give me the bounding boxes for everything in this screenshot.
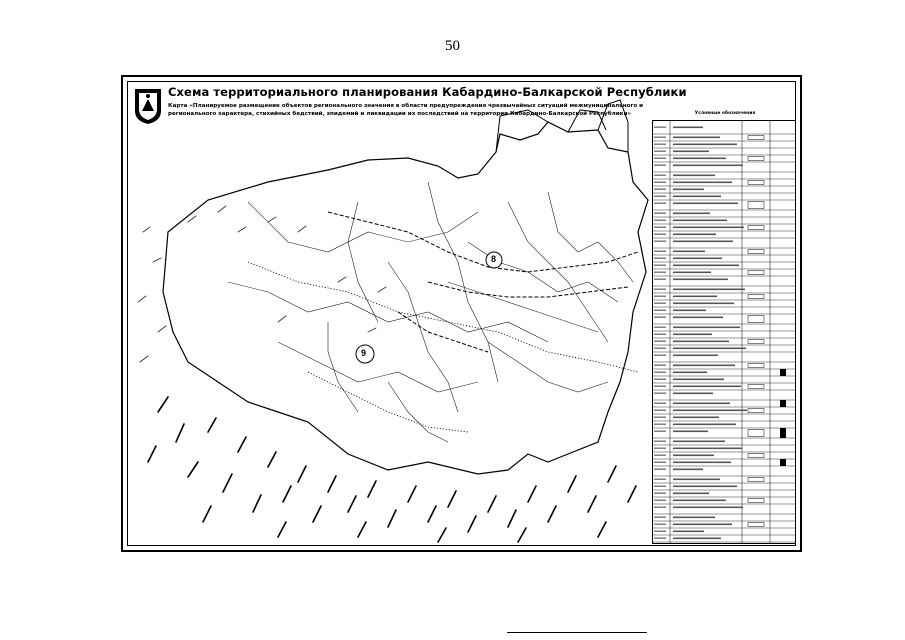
legend-fill-swatch xyxy=(780,400,786,407)
legend-row-text-placeholder xyxy=(673,448,742,450)
legend-row-text-placeholder xyxy=(673,348,746,350)
legend-fill-swatch xyxy=(780,369,786,376)
legend-row-text-placeholder xyxy=(673,317,723,319)
legend-row-code-placeholder xyxy=(654,234,666,235)
legend-fill-swatch xyxy=(780,428,786,438)
legend-symbol-box xyxy=(748,499,764,503)
map-subtitle: Карта «Планируемое размещение объектов регионального значения в области предупреждения чрезвычайных ситуаций межмуниципального и регионального характера, стихийных бедствий, эпидемий и ликвидации их последствий на территории Кабардино-Балкарской Республики» xyxy=(168,103,644,117)
coat-of-arms-emblem xyxy=(133,87,163,125)
legend-table xyxy=(652,120,796,544)
legend-row-text-placeholder xyxy=(673,469,703,471)
legend-row-code-placeholder xyxy=(654,348,666,349)
legend-row-text-placeholder xyxy=(673,365,735,367)
legend-row-code-placeholder xyxy=(654,500,666,501)
legend-row-text-placeholder xyxy=(673,258,722,260)
legend-row-text-placeholder xyxy=(673,310,706,312)
legend-row-text-placeholder xyxy=(673,462,731,464)
legend-symbol-box xyxy=(748,157,764,161)
legend-row-code-placeholder xyxy=(654,289,666,290)
legend-row-text-placeholder xyxy=(673,372,707,374)
map-sheet xyxy=(121,75,802,552)
legend-row-text-placeholder xyxy=(673,182,732,184)
legend-row-code-placeholder xyxy=(654,424,666,425)
legend-row-code-placeholder xyxy=(654,258,666,259)
legend-row-code-placeholder xyxy=(654,538,666,539)
legend-symbol-box xyxy=(748,340,764,344)
bottom-rule xyxy=(507,632,647,633)
legend-row-code-placeholder xyxy=(654,327,666,328)
transport-corridors xyxy=(328,212,638,352)
legend-row-text-placeholder xyxy=(673,327,740,329)
legend-row-code-placeholder xyxy=(654,393,666,394)
legend-row-text-placeholder xyxy=(673,379,724,381)
map-title: Схема территориального планирования Кабардино-Балкарской Республики xyxy=(168,85,687,99)
legend-row-text-placeholder xyxy=(673,441,725,443)
legend-symbol-box xyxy=(748,181,764,185)
legend-row-text-placeholder xyxy=(673,431,708,433)
legend-row-code-placeholder xyxy=(654,241,666,242)
legend-row-text-placeholder xyxy=(673,227,744,229)
legend-row-code-placeholder xyxy=(654,175,666,176)
legend-row-text-placeholder xyxy=(673,127,703,129)
legend-row-text-placeholder xyxy=(673,517,715,519)
republic-boundary xyxy=(163,122,648,474)
legend-row-text-placeholder xyxy=(673,241,733,243)
legend-row-code-placeholder xyxy=(654,517,666,518)
legend-footnote xyxy=(648,544,796,546)
legend-row-text-placeholder xyxy=(673,289,745,291)
legend-row-code-placeholder xyxy=(654,151,666,152)
legend-row-text-placeholder xyxy=(673,137,720,139)
legend-row-text-placeholder xyxy=(673,500,726,502)
legend-row-code-placeholder xyxy=(654,227,666,228)
legend-row-code-placeholder xyxy=(654,341,666,342)
legend-row-text-placeholder xyxy=(673,524,732,526)
legend-row-code-placeholder xyxy=(654,279,666,280)
legend-fill-swatch xyxy=(780,459,786,466)
legend-symbol-box xyxy=(748,250,764,254)
legend-row-text-placeholder xyxy=(673,265,739,267)
legend-row-text-placeholder xyxy=(673,424,736,426)
legend-row-text-placeholder xyxy=(673,165,743,167)
legend-row-text-placeholder xyxy=(673,203,738,205)
legend-row-text-placeholder xyxy=(673,417,719,419)
district-boundaries xyxy=(228,182,633,442)
legend-row-code-placeholder xyxy=(654,144,666,145)
legend-row-text-placeholder xyxy=(673,234,716,236)
legend-row-text-placeholder xyxy=(673,175,715,177)
legend-row-code-placeholder xyxy=(654,386,666,387)
zone-marker-8: 8 xyxy=(491,254,497,264)
legend-row-code-placeholder xyxy=(654,213,666,214)
legend-row-code-placeholder xyxy=(654,507,666,508)
legend-row-code-placeholder xyxy=(654,479,666,480)
legend-row-text-placeholder xyxy=(673,386,741,388)
legend-row-text-placeholder xyxy=(673,279,728,281)
legend-row-code-placeholder xyxy=(654,158,666,159)
legend-symbol-box xyxy=(748,430,764,437)
legend-row-code-placeholder xyxy=(654,317,666,318)
legend-symbol-box xyxy=(748,295,764,299)
legend-symbol-box xyxy=(748,202,764,209)
legend-row-text-placeholder xyxy=(673,220,727,222)
legend-symbol-box xyxy=(748,385,764,389)
legend-row-code-placeholder xyxy=(654,196,666,197)
map-inner-frame xyxy=(127,81,796,546)
legend-row-code-placeholder xyxy=(654,524,666,525)
map-legend xyxy=(652,111,796,544)
legend-row-text-placeholder xyxy=(673,410,747,412)
legend-row-code-placeholder xyxy=(654,182,666,183)
legend-symbol-box xyxy=(748,478,764,482)
legend-row-text-placeholder xyxy=(673,189,704,191)
legend-row-code-placeholder xyxy=(654,272,666,273)
legend-row-text-placeholder xyxy=(673,355,718,357)
legend-row-code-placeholder xyxy=(654,165,666,166)
legend-row-code-placeholder xyxy=(654,220,666,221)
zone-marker-9: 9 xyxy=(361,348,367,358)
legend-row-text-placeholder xyxy=(673,334,712,336)
legend-row-text-placeholder xyxy=(673,538,721,540)
legend-row-text-placeholder xyxy=(673,493,709,495)
legend-row-code-placeholder xyxy=(654,441,666,442)
legend-row-text-placeholder xyxy=(673,531,704,533)
legend-symbol-box xyxy=(748,136,764,140)
rivers xyxy=(248,262,638,432)
relief-texture xyxy=(138,206,386,362)
legend-row-code-placeholder xyxy=(654,265,666,266)
legend-row-text-placeholder xyxy=(673,196,721,198)
legend-row-code-placeholder xyxy=(654,493,666,494)
legend-row-code-placeholder xyxy=(654,531,666,532)
legend-row-text-placeholder xyxy=(673,272,711,274)
legend-row-code-placeholder xyxy=(654,372,666,373)
legend-symbol-box xyxy=(748,316,764,323)
legend-row-text-placeholder xyxy=(673,213,710,215)
legend-row-text-placeholder xyxy=(673,403,730,405)
legend-row-text-placeholder xyxy=(673,151,709,153)
legend-row-text-placeholder xyxy=(673,144,737,146)
legend-row-code-placeholder xyxy=(654,365,666,366)
legend-row-text-placeholder xyxy=(673,303,734,305)
legend-row-code-placeholder xyxy=(654,355,666,356)
legend-row-code-placeholder xyxy=(654,379,666,380)
legend-row-code-placeholder xyxy=(654,127,666,128)
legend-symbol-box xyxy=(748,271,764,275)
legend-row-text-placeholder xyxy=(673,455,714,457)
legend-row-text-placeholder xyxy=(673,251,705,253)
legend-row-code-placeholder xyxy=(654,462,666,463)
legend-symbol-box xyxy=(748,364,764,368)
legend-row-code-placeholder xyxy=(654,310,666,311)
page-number: 50 xyxy=(445,38,460,54)
legend-title: Условные обозначения xyxy=(694,111,756,116)
legend-row-code-placeholder xyxy=(654,303,666,304)
legend-row-text-placeholder xyxy=(673,158,726,160)
legend-row-text-placeholder xyxy=(673,296,717,298)
legend-row-code-placeholder xyxy=(654,455,666,456)
legend-row-text-placeholder xyxy=(673,393,713,395)
legend-row-text-placeholder xyxy=(673,486,737,488)
legend-row-code-placeholder xyxy=(654,431,666,432)
legend-symbol-box xyxy=(748,523,764,527)
legend-row-code-placeholder xyxy=(654,469,666,470)
legend-row-code-placeholder xyxy=(654,137,666,138)
legend-row-code-placeholder xyxy=(654,417,666,418)
legend-row-text-placeholder xyxy=(673,479,720,481)
legend-symbol-box xyxy=(748,409,764,413)
legend-row-code-placeholder xyxy=(654,448,666,449)
legend-row-code-placeholder xyxy=(654,486,666,487)
legend-row-text-placeholder xyxy=(673,341,729,343)
legend-row-code-placeholder xyxy=(654,410,666,411)
legend-row-code-placeholder xyxy=(654,296,666,297)
legend-row-code-placeholder xyxy=(654,251,666,252)
legend-row-code-placeholder xyxy=(654,403,666,404)
legend-row-code-placeholder xyxy=(654,189,666,190)
legend-symbol-box xyxy=(748,226,764,230)
legend-row-text-placeholder xyxy=(673,507,743,509)
legend-row-code-placeholder xyxy=(654,203,666,204)
legend-symbol-box xyxy=(748,454,764,458)
legend-row-code-placeholder xyxy=(654,334,666,335)
